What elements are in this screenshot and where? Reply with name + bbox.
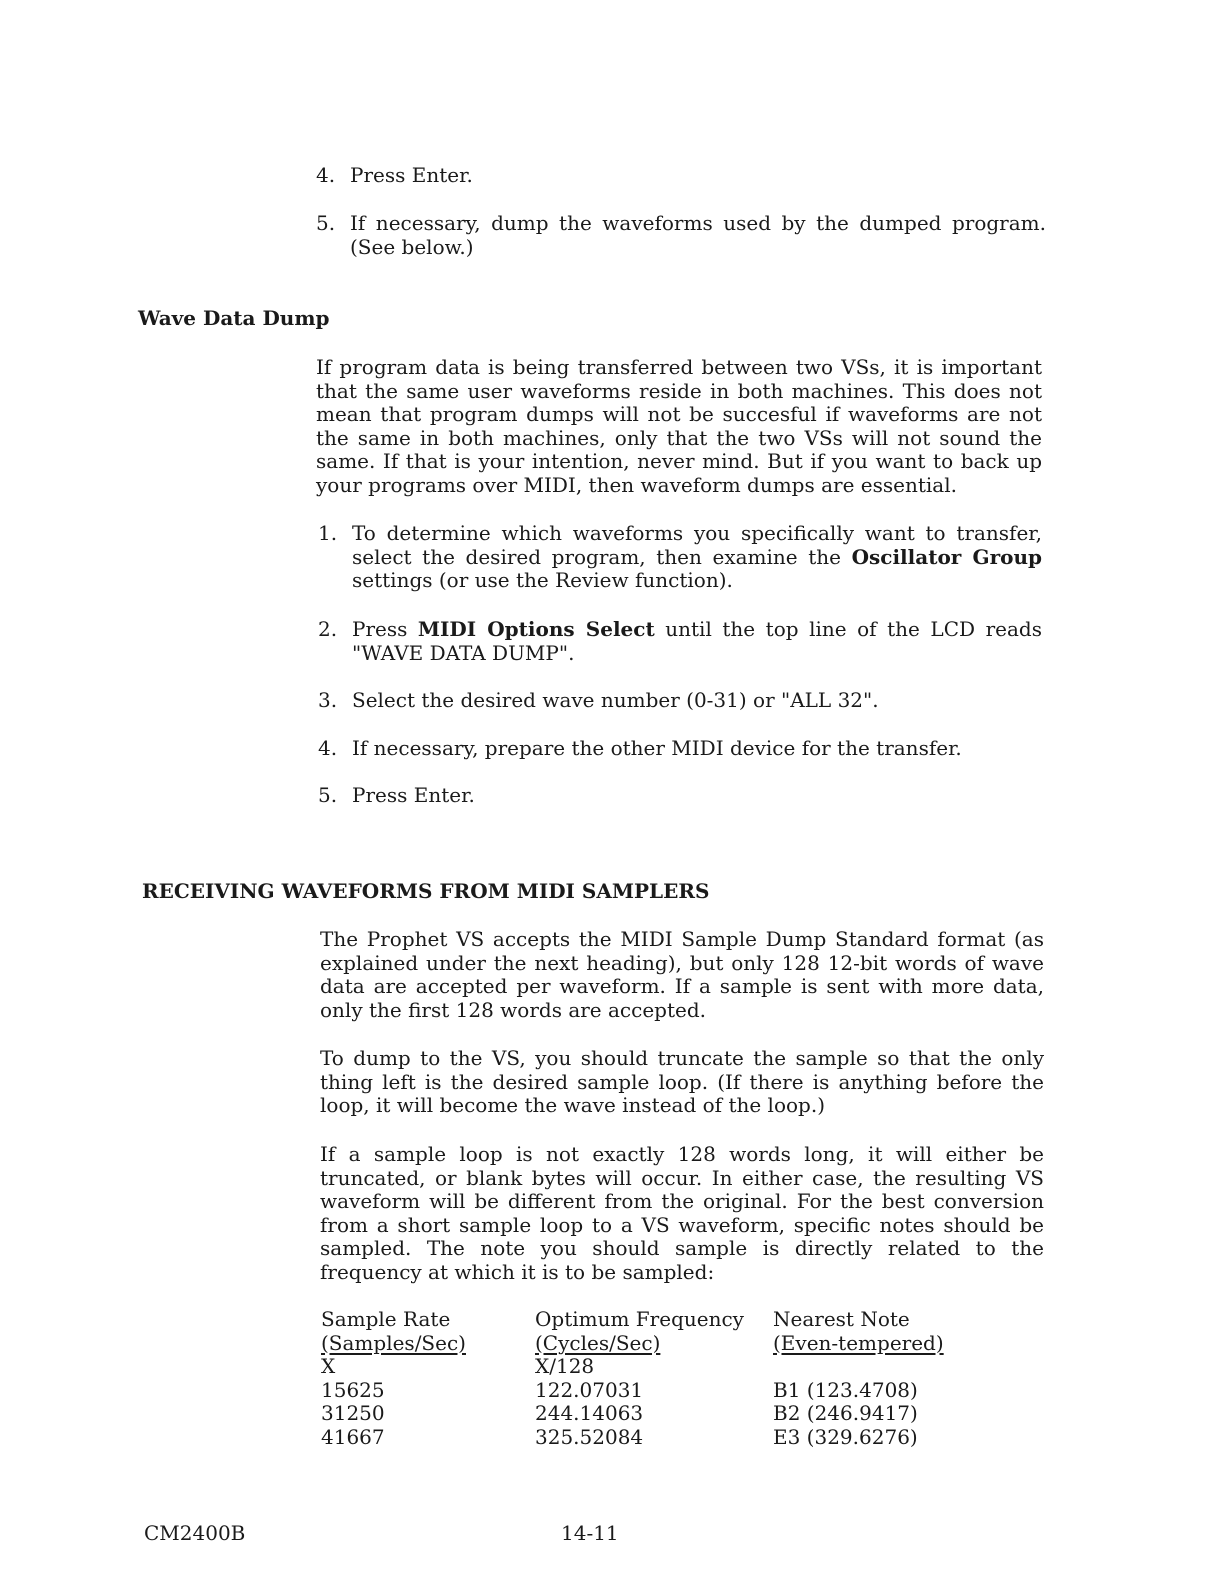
wave-step-1 xyxy=(318,522,1046,593)
table-cell: 122.07031 xyxy=(535,1377,644,1402)
table-header-line2: (Even-tempered) xyxy=(773,1330,944,1355)
step-number: 4. xyxy=(318,736,338,760)
section-heading-receiving-waveforms: RECEIVING WAVEFORMS FROM MIDI SAMPLERS xyxy=(142,879,710,903)
table-cell: X/128 xyxy=(535,1354,595,1378)
footer-doc-code: CM2400B xyxy=(144,1521,246,1545)
wave-intro-paragraph: If program data is being transferred between two VSs, it is important that the same user waveforms reside in both machines. This does not mean that program dumps will not be succesful if waveforms are not the same in both machines, only that the two VSs will not sound the same. If that is your intention, never mind. But if you want to back up your programs over MIDI, then waveform dumps are essential. xyxy=(316,355,1042,497)
receiving-paragraph-2: To dump to the VS, you should truncate the sample so that the only thing left is the desired sample loop. (If there is anything before the loop, it will become the wave instead of the loop.) xyxy=(320,1046,1044,1117)
table-cell: 244.14063 xyxy=(535,1401,644,1425)
wave-step-5 xyxy=(318,784,1046,808)
wave-step-3 xyxy=(318,689,1046,713)
table-header-line1: Nearest Note xyxy=(773,1307,910,1331)
step-text: Press Enter. xyxy=(352,783,475,807)
table-cell: 31250 xyxy=(321,1401,385,1425)
step-text: If necessary, prepare the other MIDI device for the transfer. xyxy=(352,736,962,760)
table-column-sample-rate xyxy=(321,1308,466,1449)
top-step-5 xyxy=(316,212,1046,259)
step-number: 4. xyxy=(316,163,336,187)
step-number: 5. xyxy=(318,783,338,807)
table-cell: 41667 xyxy=(321,1424,385,1449)
step-text: Press Enter. xyxy=(350,163,473,187)
step-number: 1. xyxy=(318,521,338,545)
table-cell: E3 (329.6276) xyxy=(773,1424,918,1449)
step-text: Select the desired wave number (0-31) or "ALL 32". xyxy=(352,688,879,712)
table-cell: B2 (246.9417) xyxy=(773,1401,918,1425)
step-text: Press MIDI Options Select until the top line of the LCD reads "WAVE DATA DUMP". xyxy=(352,617,1042,665)
step-text: If necessary, dump the waveforms used by the dumped program. (See below.) xyxy=(350,211,1046,259)
table-cell: 325.52084 xyxy=(535,1424,644,1449)
table-cell xyxy=(773,1355,944,1379)
table-cell: B1 (123.4708) xyxy=(773,1377,918,1402)
table-header-line2: (Samples/Sec) xyxy=(321,1330,466,1355)
table-column-nearest-note xyxy=(773,1308,944,1449)
receiving-paragraph-3: If a sample loop is not exactly 128 words long, it will either be truncated, or blank bytes will occur. In either case, the resulting VS waveform will be different from the original. For the best conversion from a short sample loop to a VS waveform, specific notes should be sampled. The note you should sample is directly related to the frequency at which it is to be sampled: xyxy=(320,1142,1044,1284)
step-number: 5. xyxy=(316,211,336,235)
footer-page-number: 14-11 xyxy=(561,1521,619,1545)
top-step-4 xyxy=(316,164,1046,188)
table-header-line1: Optimum Frequency xyxy=(535,1307,744,1331)
step-number: 2. xyxy=(318,617,338,641)
receiving-paragraph-1: The Prophet VS accepts the MIDI Sample Dump Standard format (as explained under the next heading), but only 128 12-bit words of wave data are accepted per waveform. If a sample is sent with more data, only the first 128 words are accepted. xyxy=(320,927,1044,1022)
wave-step-2 xyxy=(318,618,1046,665)
table-header-line2: (Cycles/Sec) xyxy=(535,1330,661,1355)
table-cell: 15625 xyxy=(321,1377,385,1402)
table-header-line1: Sample Rate xyxy=(321,1307,451,1331)
step-number: 3. xyxy=(318,688,338,712)
wave-step-4 xyxy=(318,737,1046,761)
table-cell: X xyxy=(321,1354,336,1378)
table-column-optimum-frequency xyxy=(535,1308,744,1449)
section-heading-wave-data-dump: Wave Data Dump xyxy=(138,306,330,330)
step-text: To determine which waveforms you specifically want to transfer, select the desired program, then examine the Oscillator Group settings (or use the Review function). xyxy=(352,521,1043,592)
